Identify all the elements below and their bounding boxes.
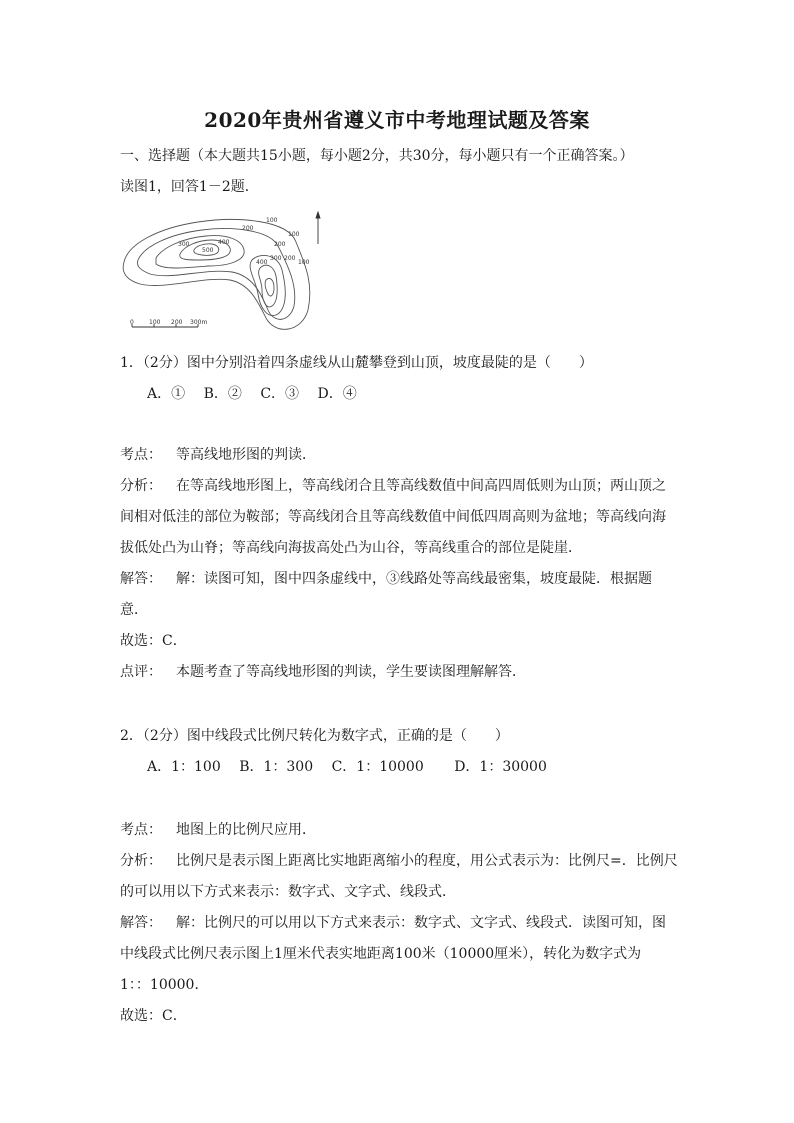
q1-kaodian-text: 等高线地形图的判读． — [176, 447, 316, 463]
q1-option-b: B．② — [203, 386, 242, 402]
q1-fenxi-line: 拔低处凸为山脊；等高线向海拔高处凸为山谷，等高线重合的部位是陡崖． — [120, 540, 582, 556]
contour-label: 200 — [284, 255, 296, 262]
contour-label: 400 — [256, 259, 268, 266]
q2-fenxi-line: 的可以用以下方式来表示：数字式、文字式、线段式． — [120, 884, 456, 900]
q2-fenxi-label: 分析： — [120, 853, 162, 869]
q1-dianping-label: 点评： — [120, 664, 162, 680]
q2-stem: 2．（2分）图中线段式比例尺转化为数字式，正确的是（ ） — [120, 728, 509, 744]
q1-option-d: D．④ — [317, 386, 357, 402]
contour-label: 500 — [202, 247, 214, 254]
q1-jieda — [120, 569, 680, 589]
q2-fenxi — [120, 851, 680, 871]
contour-line-east-400 — [259, 265, 278, 307]
q1-option-c: C．③ — [260, 386, 300, 402]
scale-bar — [132, 324, 198, 327]
q1-kaodian — [120, 445, 680, 465]
section-header: 一、选择题（本大题共15小题，每小题2分，共30分，每小题只有一个正确答案。） — [120, 148, 634, 164]
contour-map-figure — [118, 210, 328, 338]
q2-kaodian — [120, 820, 680, 840]
contour-label: 200 — [274, 241, 286, 248]
contour-line-200 — [138, 229, 295, 320]
q2-kaodian-label: 考点： — [120, 822, 162, 838]
contour-label: 100 — [288, 231, 300, 238]
contour-line-300 — [156, 236, 244, 268]
q2-kaodian-text: 地图上的比例尺应用． — [176, 822, 316, 838]
q2-option-b: B．1：300 — [239, 759, 314, 775]
intro-text: 读图1，回答1－2题． — [120, 179, 259, 195]
q2-jieda-line: 中线段式比例尺表示图上1厘米代表实地距离100米（10000厘米），转化为数字式为 — [120, 946, 642, 962]
q1-stem: 1．（2分）图中分别沿着四条虚线从山麓攀登到山顶，坡度最陡的是（ ） — [120, 355, 593, 371]
q2-option-a: A．1：100 — [147, 759, 221, 775]
north-arrow-icon — [316, 212, 320, 244]
q1-fenxi — [120, 476, 680, 496]
contour-label: 100 — [266, 217, 278, 224]
scale-label: 100 — [149, 319, 161, 326]
q2-jieda-line: 解：比例尺的可以用以下方式来表示：数字式、文字式、线段式．读图可知，图 — [176, 915, 666, 931]
q2-option-d: D．1：30000 — [454, 759, 547, 775]
q2-jieda — [120, 913, 680, 933]
q2-jieda-line: 1：：10000． — [120, 977, 209, 993]
contour-label: 300 — [270, 255, 282, 262]
contour-map-svg — [118, 210, 328, 338]
q1-jieda-line: 解：读图可知，图中四条虚线中，③线路处等高线最密集，坡度最陡．根据题 — [176, 571, 652, 587]
scale-label: 0 — [130, 319, 134, 326]
contour-line-east-summit — [265, 278, 274, 296]
q1-kaodian-label: 考点： — [120, 447, 162, 463]
q2-option-c: C．1：10000 — [331, 759, 424, 775]
q2-jieda-label: 解答： — [120, 915, 162, 931]
q1-dianping-text: 本题考查了等高线地形图的判读，学生要读图理解解答． — [176, 664, 526, 680]
q2-answer: 故选：C． — [120, 1008, 187, 1024]
q1-option-a: A．① — [147, 386, 186, 402]
q1-fenxi-label: 分析： — [120, 478, 162, 494]
q1-fenxi-line: 间相对低洼的部位为鞍部；等高线闭合且等高线数值中间低四周高则为盆地；等高线向海 — [120, 509, 666, 525]
scale-label: 200 — [171, 319, 183, 326]
contour-label: 300 — [178, 241, 190, 248]
q1-jieda-line: 意． — [120, 602, 148, 618]
contour-label: 400 — [218, 239, 230, 246]
contour-label: 100 — [298, 259, 310, 266]
q1-dianping — [120, 662, 680, 682]
q1-answer: 故选：C． — [120, 633, 187, 649]
q2-options — [147, 757, 707, 777]
q1-options — [147, 384, 707, 404]
q1-jieda-label: 解答： — [120, 571, 162, 587]
scale-label: 300m — [190, 319, 208, 326]
contour-label: 200 — [242, 225, 254, 232]
q1-fenxi-line: 在等高线地形图上，等高线闭合且等高线数值中间高四周低则为山顶；两山顶之 — [176, 478, 666, 494]
q2-fenxi-line: 比例尺是表示图上距离比实地距离缩小的程度，用公式表示为：比例尺=．比例尺 — [176, 853, 678, 869]
page-title: 2020年贵州省遵义市中考地理试题及答案 — [204, 108, 590, 132]
